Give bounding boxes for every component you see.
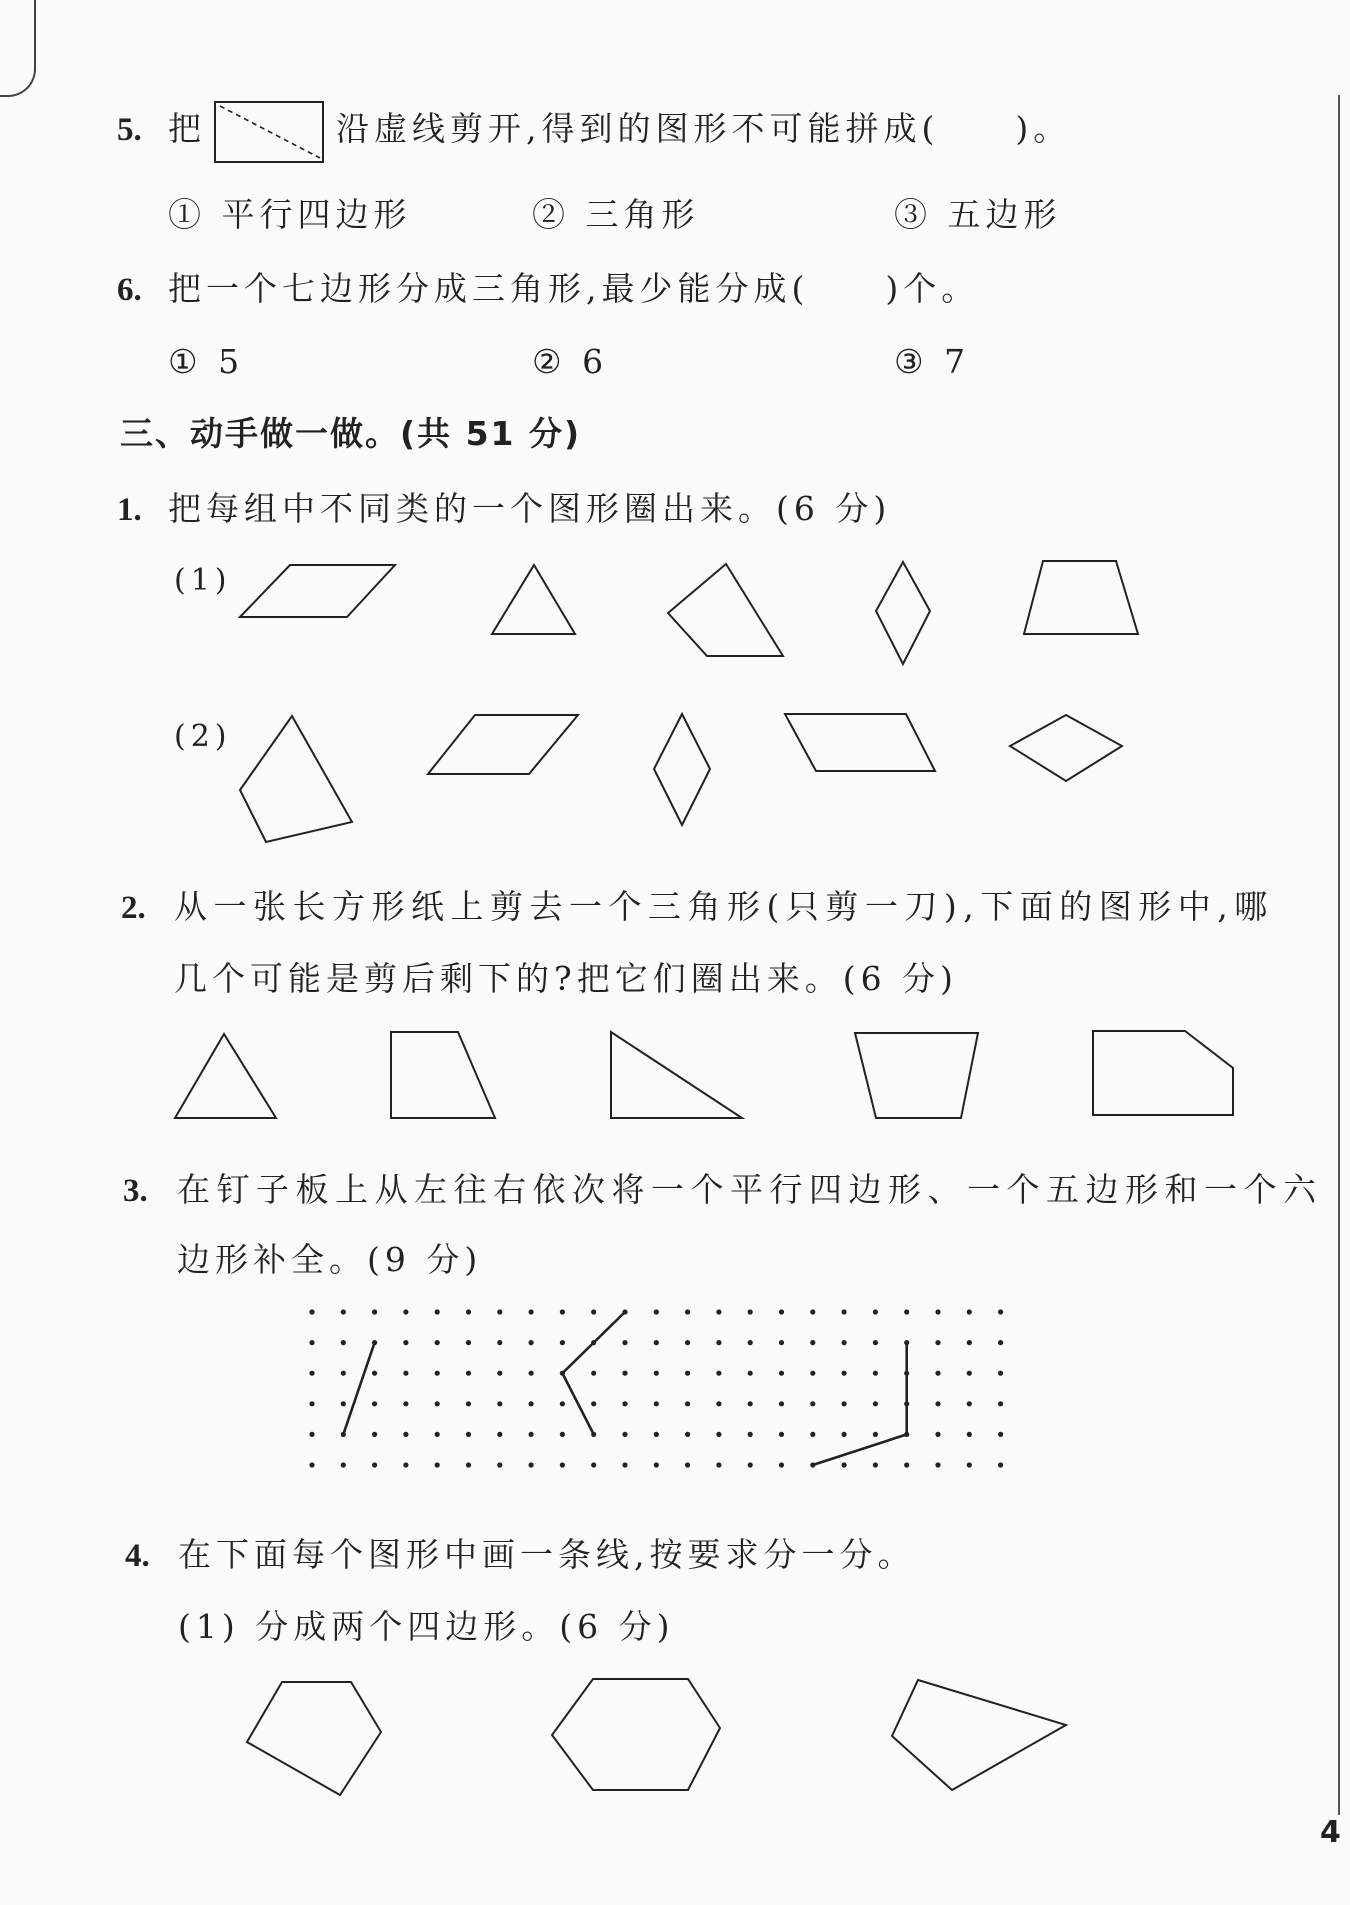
- geoboard-dot: [341, 1340, 346, 1345]
- geoboard-dot: [935, 1462, 940, 1467]
- geoboard-dot: [435, 1309, 440, 1314]
- q6-number: 6.: [117, 272, 142, 308]
- geoboard-dot: [716, 1462, 721, 1467]
- geoboard-dot: [748, 1371, 753, 1376]
- geoboard-dot: [842, 1432, 847, 1437]
- s4-number: 4.: [125, 1538, 150, 1574]
- geoboard-dot: [591, 1340, 596, 1345]
- s1-number: 1.: [117, 492, 142, 528]
- geoboard-dot: [560, 1462, 565, 1467]
- s2-triangle-shape: [175, 1034, 276, 1118]
- geoboard-dot: [466, 1309, 471, 1314]
- q6-option-1: ① 5: [168, 342, 245, 381]
- geoboard-dot: [622, 1401, 627, 1406]
- geoboard-dot: [309, 1309, 314, 1314]
- geoboard-dot: [873, 1401, 878, 1406]
- q5-number: 5.: [117, 112, 142, 148]
- geoboard-dot: [998, 1340, 1003, 1345]
- geoboard-parallelogram-side: [343, 1343, 374, 1435]
- geoboard-dot: [529, 1401, 534, 1406]
- geoboard-dot: [435, 1432, 440, 1437]
- geoboard-dot: [810, 1462, 815, 1467]
- geoboard-dot: [309, 1371, 314, 1376]
- geoboard-dot: [466, 1462, 471, 1467]
- geoboard-dot: [622, 1432, 627, 1437]
- geoboard-dot: [873, 1462, 878, 1467]
- geoboard-dot: [998, 1371, 1003, 1376]
- geoboard-dot: [810, 1340, 815, 1345]
- geoboard-dot: [372, 1401, 377, 1406]
- geoboard-dot: [716, 1371, 721, 1376]
- geoboard-dot: [435, 1462, 440, 1467]
- g2-quadrilateral-shape: [240, 716, 352, 842]
- geoboard-dot: [873, 1340, 878, 1345]
- geoboard-dot: [372, 1462, 377, 1467]
- geoboard-dot: [466, 1432, 471, 1437]
- binding-edge-line: [1338, 95, 1340, 1815]
- geoboard-dot: [529, 1340, 534, 1345]
- geoboard-dot: [904, 1401, 909, 1406]
- geoboard-dot: [403, 1401, 408, 1406]
- geoboard-dot: [403, 1309, 408, 1314]
- geoboard-dot: [935, 1371, 940, 1376]
- geoboard-dot: [716, 1309, 721, 1314]
- geoboard-dot: [842, 1401, 847, 1406]
- geoboard-dot: [779, 1462, 784, 1467]
- geoboard-dot: [466, 1401, 471, 1406]
- geoboard-dot: [842, 1309, 847, 1314]
- geoboard-dot: [779, 1309, 784, 1314]
- s2-right-triangle-shape: [611, 1032, 742, 1118]
- geoboard-dot: [403, 1432, 408, 1437]
- page-number: 4: [1320, 1815, 1341, 1850]
- s2-inverted-trapezoid-shape: [855, 1033, 978, 1118]
- geoboard-dot: [685, 1401, 690, 1406]
- geoboard-dot: [560, 1371, 565, 1376]
- geoboard-dot: [560, 1340, 565, 1345]
- geoboard-dot: [466, 1340, 471, 1345]
- geoboard-dot: [810, 1432, 815, 1437]
- geoboard-dot: [904, 1462, 909, 1467]
- s3-question-line-1: 在钉子板上从左往右依次将一个平行四边形、一个五边形和一个六: [177, 1170, 1323, 1209]
- geoboard-dot: [967, 1309, 972, 1314]
- geoboard-dot: [998, 1401, 1003, 1406]
- q5-lead-text: 把: [168, 109, 206, 148]
- geoboard-dot: [967, 1462, 972, 1467]
- geoboard-dot: [873, 1432, 878, 1437]
- geoboard-dot: [403, 1462, 408, 1467]
- q5-option-1: ① 平行四边形: [168, 195, 412, 234]
- geoboard-dot: [529, 1371, 534, 1376]
- g2-parallelogram-shape: [428, 715, 578, 774]
- geoboard-dot: [685, 1340, 690, 1345]
- geoboard-dot: [497, 1340, 502, 1345]
- s1-group-1-label: (1): [174, 563, 232, 598]
- geoboard-dot: [622, 1309, 627, 1314]
- geoboard-dot: [904, 1371, 909, 1376]
- s2-pentagon-shape: [1093, 1031, 1233, 1115]
- geoboard-dot: [779, 1401, 784, 1406]
- geoboard-dot: [403, 1371, 408, 1376]
- geoboard-dot: [748, 1462, 753, 1467]
- geoboard-dot: [654, 1432, 659, 1437]
- geoboard-pentagon-sides: [562, 1312, 625, 1434]
- s1-group-2-label: (2): [174, 719, 232, 754]
- geoboard-dot: [341, 1432, 346, 1437]
- geoboard-dot: [716, 1432, 721, 1437]
- s3-question-line-2: 边形补全。(9 分): [177, 1240, 483, 1279]
- s2-question-line-2: 几个可能是剪后剩下的?把它们圈出来。(6 分): [174, 959, 958, 998]
- geoboard-dot: [779, 1340, 784, 1345]
- geoboard-dot: [810, 1401, 815, 1406]
- geoboard-dot: [529, 1309, 534, 1314]
- g1-rhombus-shape: [876, 562, 930, 664]
- geoboard-dot: [904, 1432, 909, 1437]
- geoboard-dot: [654, 1462, 659, 1467]
- geoboard-dot: [685, 1371, 690, 1376]
- geoboard-dot: [435, 1340, 440, 1345]
- geoboard-dot: [341, 1371, 346, 1376]
- geoboard-dot: [935, 1432, 940, 1437]
- page-corner-mark: [0, 0, 36, 97]
- geoboard-dot: [654, 1371, 659, 1376]
- s1-question-text: 把每组中不同类的一个图形圈出来。(6 分): [168, 489, 892, 528]
- geoboard-dot: [309, 1432, 314, 1437]
- geoboard-dot: [654, 1401, 659, 1406]
- geoboard-dot: [685, 1432, 690, 1437]
- geoboard-dot: [497, 1401, 502, 1406]
- geoboard-dot: [904, 1309, 909, 1314]
- geoboard-dot: [372, 1432, 377, 1437]
- geoboard-dot: [560, 1401, 565, 1406]
- geoboard-dot: [748, 1340, 753, 1345]
- g1-parallelogram-shape: [240, 565, 395, 617]
- section-3-heading: 三、动手做一做。(共 51 分): [120, 414, 582, 453]
- s4-sub-1-text: (1) 分成两个四边形。(6 分): [178, 1607, 675, 1646]
- geoboard-dot: [309, 1401, 314, 1406]
- geoboard-dot: [591, 1309, 596, 1314]
- g1-quadrilateral-shape: [668, 564, 783, 656]
- s4-pentagon-shape: [247, 1682, 381, 1795]
- geoboard-dot: [654, 1309, 659, 1314]
- geoboard-dot: [998, 1309, 1003, 1314]
- q6-option-2: ② 6: [532, 342, 609, 381]
- geoboard-dot: [560, 1309, 565, 1314]
- s2-number: 2.: [121, 890, 146, 926]
- geoboard-dot: [685, 1462, 690, 1467]
- geoboard-dot: [935, 1401, 940, 1406]
- geoboard-dot: [967, 1340, 972, 1345]
- geoboard-dot: [716, 1340, 721, 1345]
- geoboard-dot: [341, 1462, 346, 1467]
- geoboard-dot: [341, 1401, 346, 1406]
- s4-hexagon-shape: [552, 1679, 720, 1790]
- geoboard-dot: [967, 1371, 972, 1376]
- q6-option-3: ③ 7: [894, 342, 971, 381]
- geoboard-dot: [435, 1371, 440, 1376]
- q5-option-2: ② 三角形: [532, 195, 700, 234]
- geoboard-dot: [842, 1462, 847, 1467]
- g1-trapezoid-shape: [1024, 561, 1138, 634]
- geoboard-dot: [372, 1340, 377, 1345]
- g2-parallelogram-2-shape: [785, 714, 935, 771]
- geoboard-dot: [435, 1401, 440, 1406]
- geoboard-dot: [779, 1432, 784, 1437]
- geoboard-dot: [842, 1340, 847, 1345]
- geoboard-dot: [309, 1340, 314, 1345]
- s2-trapezoid-shape: [391, 1032, 495, 1118]
- g2-rhombus-shape: [654, 714, 710, 825]
- geoboard-dot: [466, 1371, 471, 1376]
- geoboard-dot: [403, 1340, 408, 1345]
- s3-number: 3.: [123, 1173, 148, 1209]
- geoboard-dot: [810, 1371, 815, 1376]
- q5-cut-rectangle: [215, 102, 323, 162]
- q5-question-text: 沿虚线剪开,得到的图形不可能拼成( )。: [336, 109, 1072, 148]
- geoboard-dot: [309, 1462, 314, 1467]
- geoboard-hexagon-sides: [813, 1343, 907, 1465]
- geoboard-dot: [748, 1309, 753, 1314]
- geoboard-dot: [372, 1371, 377, 1376]
- geoboard-dot: [748, 1401, 753, 1406]
- geoboard-dot: [810, 1309, 815, 1314]
- geoboard-dot: [998, 1432, 1003, 1437]
- geoboard-dot: [748, 1432, 753, 1437]
- geoboard-dot: [904, 1340, 909, 1345]
- geoboard-dot: [497, 1462, 502, 1467]
- s4-question-text: 在下面每个图形中画一条线,按要求分一分。: [178, 1535, 916, 1574]
- geoboard-dot: [967, 1401, 972, 1406]
- geoboard-dot: [591, 1401, 596, 1406]
- geoboard-dot: [372, 1309, 377, 1314]
- s2-question-line-1: 从一张长方形纸上剪去一个三角形(只剪一刀),下面的图形中,哪: [174, 887, 1274, 926]
- geoboard-dot: [591, 1432, 596, 1437]
- g2-rhombus-2-shape: [1010, 715, 1122, 781]
- geoboard-dot: [591, 1462, 596, 1467]
- g1-triangle-shape: [492, 565, 575, 634]
- geoboard-dot: [716, 1401, 721, 1406]
- geoboard-dot: [560, 1432, 565, 1437]
- geoboard-dot: [967, 1432, 972, 1437]
- geoboard-dot: [341, 1309, 346, 1314]
- geoboard-dot: [685, 1309, 690, 1314]
- geoboard-dot: [935, 1309, 940, 1314]
- q5-option-3: ③ 五边形: [894, 195, 1062, 234]
- geoboard-dot: [998, 1462, 1003, 1467]
- geoboard-dot: [622, 1340, 627, 1345]
- geoboard-dot: [497, 1432, 502, 1437]
- geoboard-dot: [529, 1462, 534, 1467]
- geoboard-dot: [654, 1340, 659, 1345]
- geoboard-dot: [779, 1371, 784, 1376]
- geoboard-dot: [529, 1432, 534, 1437]
- geoboard-dot: [842, 1371, 847, 1376]
- geoboard-dot: [873, 1309, 878, 1314]
- geoboard-dot: [497, 1371, 502, 1376]
- s4-quadrilateral-shape: [892, 1680, 1066, 1790]
- geoboard-dot: [591, 1371, 596, 1376]
- geoboard-dot: [873, 1371, 878, 1376]
- geoboard-dot: [935, 1340, 940, 1345]
- geoboard-dot: [622, 1462, 627, 1467]
- geoboard-dot: [497, 1309, 502, 1314]
- q6-question-text: 把一个七边形分成三角形,最少能分成( )个。: [168, 269, 980, 308]
- geoboard-dot: [622, 1371, 627, 1376]
